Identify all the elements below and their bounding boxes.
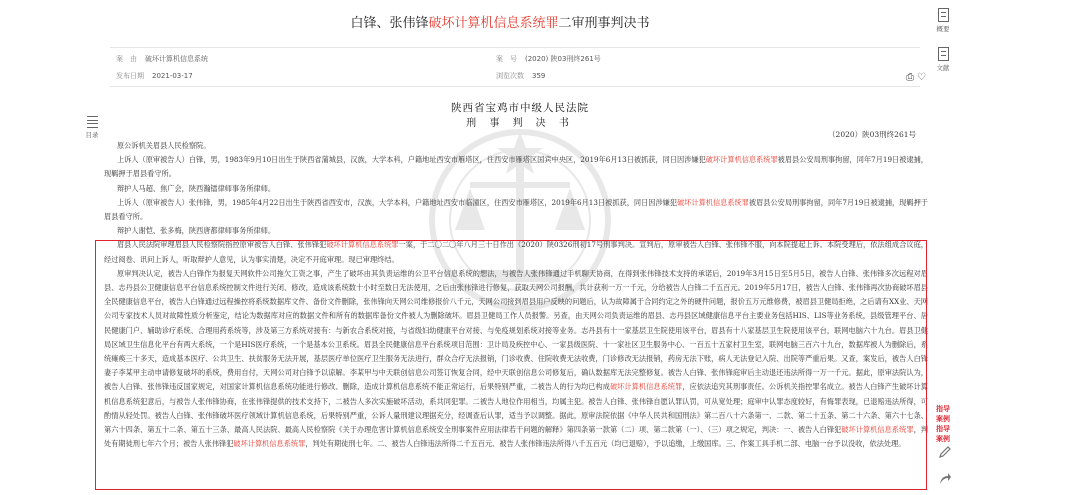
related-label: 文献 bbox=[936, 64, 950, 72]
summary-label: 概要 bbox=[936, 25, 950, 33]
edit-icon[interactable] bbox=[938, 445, 952, 459]
paragraph-text: 辩护人谢恺、张多梅，陕西唐都律师事务所律师。 bbox=[116, 226, 276, 236]
cause-field bbox=[116, 54, 208, 64]
favorite-icon[interactable]: ♡ bbox=[917, 72, 926, 83]
date-value: 2021-03-17 bbox=[152, 72, 193, 80]
title-highlight: 破坏计算机信息系统罪 bbox=[428, 16, 559, 31]
paragraph-text: 原公诉机关眉县人民检察院。 bbox=[116, 141, 211, 150]
related-button[interactable] bbox=[930, 47, 956, 72]
paragraph-text: ，判处有期徒刑七年六个月；被告人张伟锋犯 bbox=[104, 425, 928, 449]
guide-line: 案例 bbox=[936, 415, 950, 423]
document-icon bbox=[938, 8, 949, 22]
paragraph bbox=[104, 267, 928, 452]
crime-link[interactable]: 破坏计算机信息系统罪 bbox=[233, 439, 306, 449]
document-type: 刑 事 判 决 书 bbox=[466, 118, 574, 129]
paragraph-text: 被眉县公安局刑事拘留，同年7月19日被逮捕，现羁押于眉县看守所。 bbox=[104, 155, 928, 179]
paragraph bbox=[104, 153, 928, 181]
toc-button[interactable] bbox=[84, 114, 100, 139]
date-field bbox=[116, 71, 193, 81]
summary-button[interactable] bbox=[930, 8, 956, 33]
guide-line: 指导 bbox=[936, 425, 950, 433]
guide-line: 案例 bbox=[936, 435, 950, 443]
cause-label: 案 由 bbox=[116, 55, 137, 63]
list-icon bbox=[87, 116, 98, 128]
crime-link[interactable]: 破坏计算机信息系统罪 bbox=[326, 240, 399, 250]
paragraph bbox=[104, 182, 928, 196]
paragraph-text: 眉县人民法院审理眉县人民检察院指控原审被告人白锋、张伟锋犯 bbox=[116, 240, 327, 250]
title-prefix: 白锋、张伟锋 bbox=[350, 16, 429, 31]
judgment-body bbox=[104, 139, 928, 451]
crime-link[interactable]: 破坏计算机信息系统罪 bbox=[677, 197, 749, 207]
paragraph-text: 上诉人（原审被告人）白锋，男，1983年9月10日出生于陕西省蒲城县，汉族，大学本科，户籍地址西安市雁塔区，住西安市雁塔区国宾中央区，2019年6月13日被抓获，同日因涉嫌犯 bbox=[116, 155, 706, 165]
share-icon[interactable] bbox=[938, 472, 952, 486]
metadata-panel bbox=[116, 54, 926, 88]
title-suffix: 二审刑事判决书 bbox=[558, 16, 650, 31]
toc-label: 目录 bbox=[85, 131, 99, 140]
header-divider bbox=[110, 47, 920, 48]
crime-link[interactable]: 破坏计算机信息系统罪 bbox=[841, 425, 914, 435]
date-label: 发布日期 bbox=[116, 72, 144, 80]
guide-case-button[interactable] bbox=[932, 404, 954, 444]
views-label: 浏览次数 bbox=[496, 72, 524, 80]
paragraph bbox=[104, 139, 928, 153]
paragraph-text: ，应依法追究其刑事责任。公诉机关指控罪名成立。被告人白锋产生破坏计算机信息系统犯意后，与被告人张伟锋协商，在张伟锋提供的技术支持下，二被告人多次实施破坏活动，系共同犯罪。二被告人地位作用相当，均属主犯。被告人白锋、张伟锋自愿认罪认罚，可从宽处理；庭审中认罪态度较好，有悔罪表现，已退赔违法所得，可酌情从轻处罚。被告人白锋、张伟锋破坏医疗领域计算机信息系统，后果特别严重，公诉人量刑建议理据充分，经调查后认罪，适当予以调整。据此，原审法院依据《中华人民共和国刑法》第二百八十六条第一、二款、第二十五条、第二十六条、第六十七条、第六十四条、第五十二条、第五十三条、最高人民法院、最高人民检察院《关于办理危害计算机信息系统安全刑事案件应用法律若干问题的解释》第四条第一款第（二）项、第二款第（一）、（三）项之规定，判决：一、被告人白锋犯 bbox=[104, 382, 928, 435]
cause-value: 破坏计算机信息系统 bbox=[145, 55, 208, 63]
paragraph-text: 上诉人（原审被告人）张伟锋，男，1985年4月22日出生于陕西省西安市，汉族，大学本科，户籍地址西安市临潼区，住西安市雁塔区，2019年6月13日被抓获，同日因涉嫌犯 bbox=[116, 197, 678, 207]
caseno-value: (2020) 陕03刑终261号 bbox=[525, 55, 601, 63]
caseno-label: 案 号 bbox=[496, 55, 517, 63]
right-toolbar bbox=[930, 8, 956, 86]
court-name: 陕西省宝鸡市中级人民法院 bbox=[451, 102, 589, 114]
crime-link[interactable]: 破坏计算机信息系统罪 bbox=[609, 382, 683, 392]
print-icon[interactable]: ⎙ bbox=[906, 72, 915, 83]
meta-divider bbox=[110, 86, 920, 87]
caseno-field bbox=[496, 54, 601, 64]
paragraph-text: 一案，于二〇二〇年八月三十日作出（2020）陕0326刑初17号刑事判决。宣判后，原审被告人白锋、张伟锋不服，向本院提起上诉。本院受理后，依法组成合议庭，经过阅卷、讯问上诉人，听取辩护人意见，认为事实清楚，决定不开庭审理。现已审理终结。 bbox=[104, 240, 928, 264]
document-title bbox=[0, 12, 1000, 31]
views-value: 359 bbox=[532, 72, 546, 80]
paragraph-text: 辩护人马超、焦广会，陕西瀚镭律师事务所律师。 bbox=[116, 183, 276, 193]
paragraph bbox=[104, 238, 928, 266]
guide-line: 指导 bbox=[936, 405, 950, 413]
crime-link[interactable]: 破坏计算机信息系统罪 bbox=[705, 155, 778, 165]
literature-icon bbox=[938, 47, 949, 61]
meta-row-1 bbox=[116, 54, 926, 71]
paragraph bbox=[104, 196, 928, 224]
document-number: （2020）陕03刑终261号 bbox=[828, 130, 916, 139]
paragraph bbox=[104, 224, 928, 238]
meta-actions bbox=[903, 72, 926, 83]
paragraph-text: 原审判决认定，被告人白锋作为报复天网软件公司拖欠工资之事，产生了破坏由其负责运维的公卫平台信息系统的想法，与被告人张伟锋通过手机聊天协商，在得到张伟锋技术支持的承诺后，2019年3月15日至5月5日，被告人白锋、张伟锋多次远程对眉县、志丹县公卫健康信息平台信息系统控制文件进行关闭、修改，造成该系统数十小时至数日无法使用，之后由张伟锋进行修复，获取天网公司报酬，共计获利一万一千元，分给被告人白锋二千五百元。2019年5月17日，被告人白锋、张伟锋再次协商破坏眉县全民健康信息平台，被告人白锋通过远程操控将系统数据库文件、备份文件删除，张伟锋向天网公司维修报价八千元，天网公司接到眉县用户反映的问题后，认为故障属于合同约定之外的硬件问题，报价五万元维修费，被眉县卫健局拒绝，之后请有XX业、天网公司专家技术人员对故障性质分析鉴定，结论为数据库对应的数据文件和所有的数据库备份文件被人为删除破坏。眉县卫健局工作人员报警。另查，由天网公司负责运维的眉县、志丹县区域健康信息平台主要业务包括HIS、LIS等业务系统，县级管理平台、居民健康门户、辅助诊疗系统、合理用药系统等，涉及第三方系统对接有：与新农合系统对接，与省级妇幼健康平台对接、与免疫规划系统对接等业务。志丹县有十一家基层卫生院使用该平台，眉县有十八家基层卫生院使用该平台，联网电脑六十九台。眉县卫健局区域卫生信息化平台有两大系统，一个是HIS医疗系统，一个是基本公卫系统。眉县全民健康信息平台系统项目范围：卫计局及疾控中心、一家县级医院、十一家社区卫生服务中心、一百五十五家村卫生室，联网电脑三百六十九台，数据库被人为删除后，系统瘫痪三十多天，造成基本医疗、公共卫生、扶贫服务无法开展，基层医疗单位医疗卫生服务无法进行，群众合疗无法报销，门诊收费、住院收费无法收费，门诊修改无法报销，药房无法下账，病人无法登记入院、出院等严重后果。又查，案发后，被告人白锋妻子李某甲主动申请修复破坏的系统，费用自付，天网公司对白锋予以谅解。李某甲与中天联创信息公司签订恢复合同，经中天联创信息公司修复后，确认数据库无法完整修复。被告人白锋、张伟锋庭审后主动退还违法所得一万一千元。据此，原审法院认为，被告人白锋、张伟锋违反国家规定，对国家计算机信息系统功能进行修改、删除，造成计算机信息系统不能正常运行，后果特别严重，二被告人的行为均已构成 bbox=[104, 268, 928, 392]
views-field bbox=[496, 71, 545, 81]
paragraph-text: ，判处有期徒刑七年。二、被告人白锋违法所得二千五百元、被告人张伟锋违法所得八千五百元（均已退赔），予以追缴，上缴国库。三、作案工具手机二部、电脑一台予以没收，依法处理。 bbox=[305, 439, 906, 449]
paragraph-text: 被眉县公安局刑事拘留，同年7月19日被逮捕，现羁押于眉县看守所。 bbox=[104, 197, 928, 222]
